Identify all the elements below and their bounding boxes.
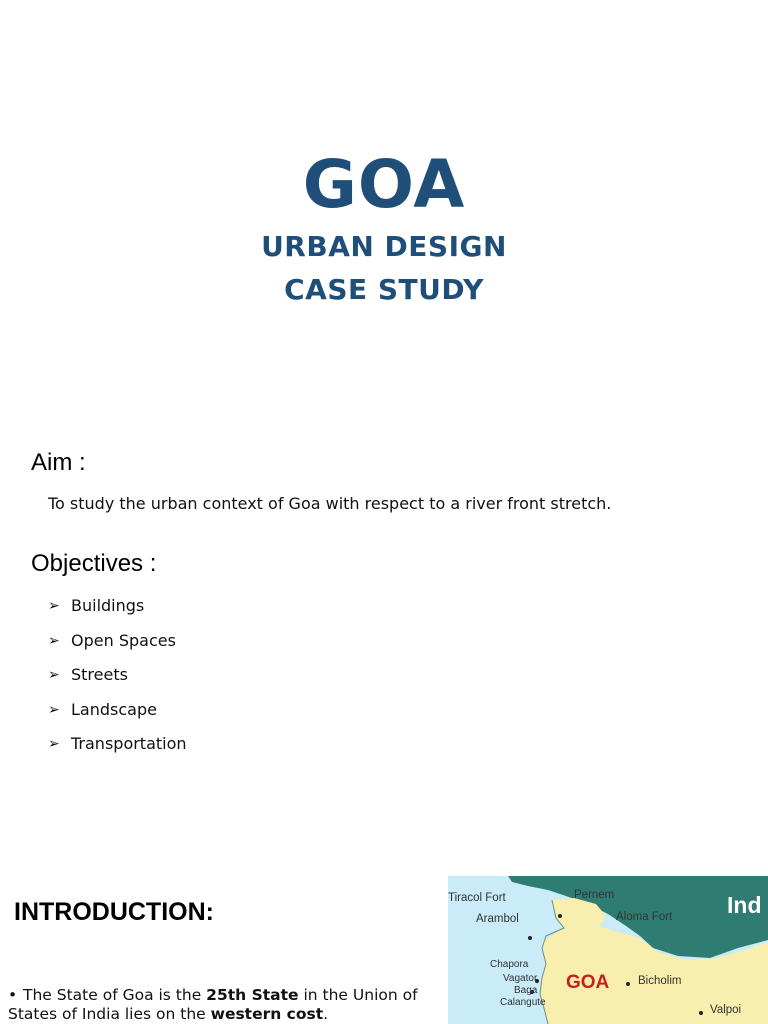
arrow-right-icon: ➢ <box>48 701 60 718</box>
aim-objectives-slide <box>0 410 768 810</box>
map-label-valpoi: Valpoi <box>710 1004 742 1016</box>
goa-map <box>448 876 768 1024</box>
introduction-bullet: • The State of Goa is the 25th State in the Union of States of India lies on the western cost. <box>8 986 418 1023</box>
map-label-chapora: Chapora <box>490 959 529 970</box>
map-dot <box>699 1011 703 1015</box>
objective-item <box>48 665 187 700</box>
map-label-arambol: Arambol <box>476 913 519 925</box>
aim-text: To study the urban context of Goa with respect to a river front stretch. <box>48 494 612 513</box>
objectives-list <box>48 596 187 769</box>
objective-label: Open Spaces <box>71 630 176 650</box>
aim-heading: Aim : <box>31 449 86 476</box>
slide-subtitle-line2: CASE STUDY <box>284 273 484 306</box>
arrow-right-icon: ➢ <box>48 598 60 614</box>
objective-item <box>48 631 187 666</box>
objective-label: Buildings <box>71 596 145 615</box>
map-label-india: Ind <box>727 892 762 918</box>
map-dot <box>626 982 630 986</box>
objective-label: Streets <box>71 665 128 685</box>
objective-label: Transportation <box>71 734 187 754</box>
map-label-aloma-fort: Aloma Fort <box>616 911 673 923</box>
arrow-right-icon: ➢ <box>48 736 60 753</box>
slide-subtitle-line1: URBAN DESIGN <box>261 230 507 263</box>
map-label-vagator: Vagator <box>503 973 538 984</box>
bullet-icon: • <box>8 986 18 1004</box>
objectives-heading: Objectives : <box>31 550 157 577</box>
map-label-calangute: Calangute <box>500 997 546 1008</box>
map-label-tiracol-fort: Tiracol Fort <box>448 892 506 904</box>
slide-title: GOA <box>302 146 466 223</box>
map-label-goa: GOA <box>566 972 610 993</box>
objective-item <box>48 596 187 631</box>
objective-item <box>48 734 187 769</box>
introduction-slide <box>0 858 768 1024</box>
objective-label: Landscape <box>71 699 157 719</box>
arrow-right-icon: ➢ <box>48 632 60 649</box>
map-dot <box>528 936 532 940</box>
map-dot <box>558 914 562 918</box>
title-slide <box>0 0 768 384</box>
introduction-heading: INTRODUCTION: <box>14 898 214 926</box>
objective-item <box>48 700 187 735</box>
map-label-baga: Baga <box>514 985 538 996</box>
arrow-right-icon: ➢ <box>48 667 60 684</box>
map-label-pernem: Pernem <box>574 889 615 901</box>
map-label-bicholim: Bicholim <box>638 975 682 987</box>
